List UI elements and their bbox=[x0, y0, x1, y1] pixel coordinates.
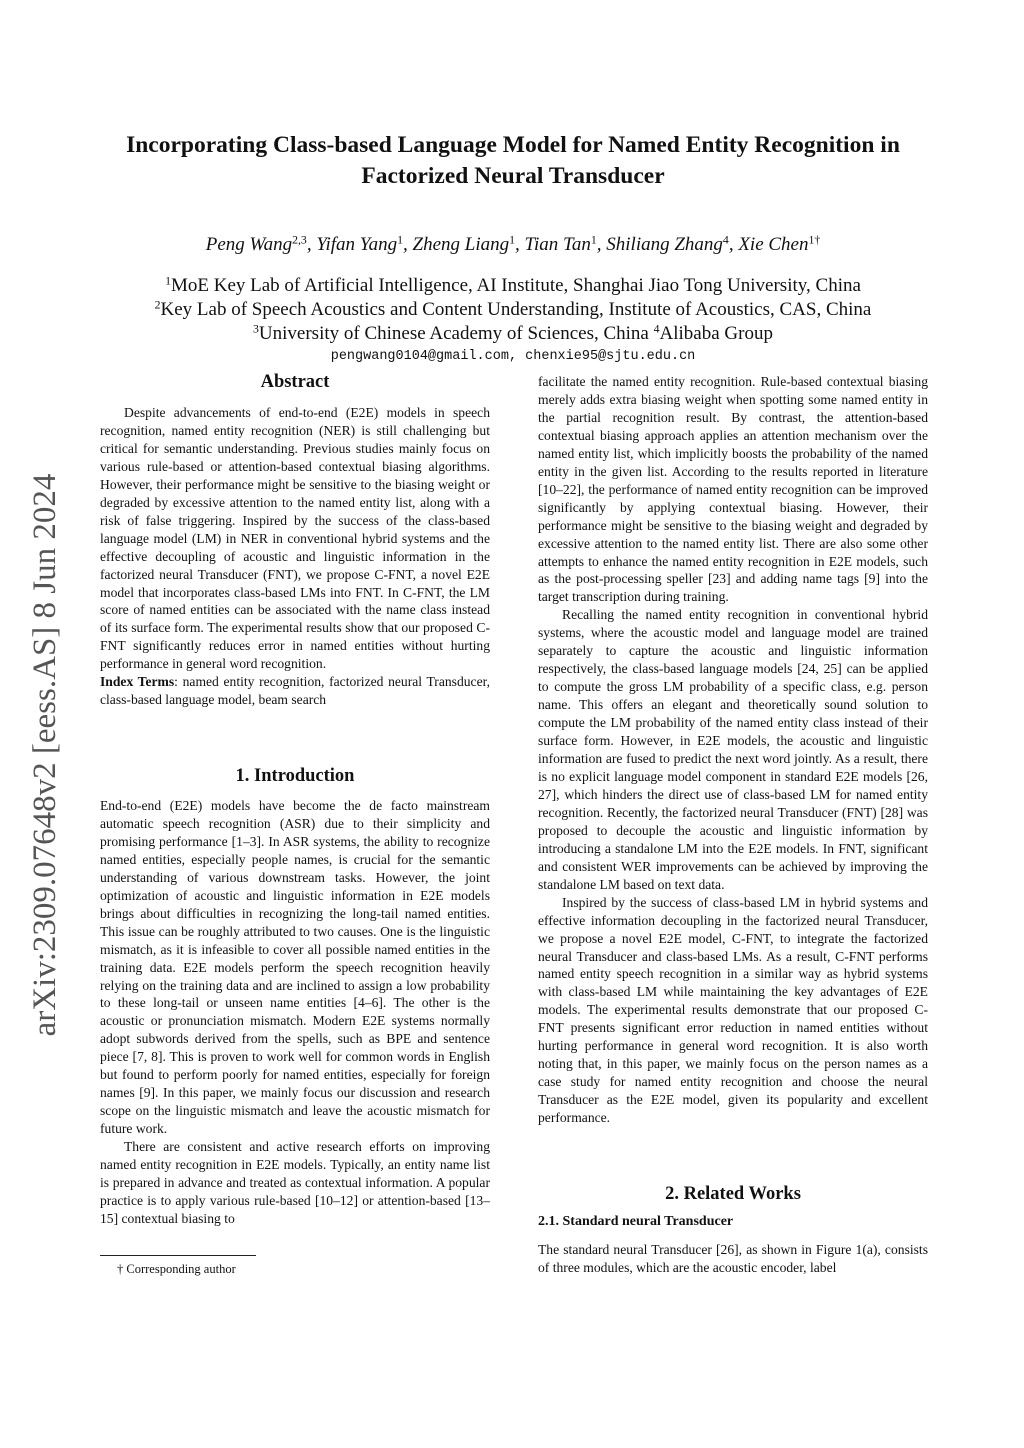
related-works-heading: 2. Related Works bbox=[665, 1184, 801, 1204]
index-terms: Index Terms: named entity recognition, factorized neural Transducer, class-based language model, beam search bbox=[100, 674, 490, 708]
intro-paragraph-5: Inspired by the success of class-based LM in hybrid systems and effective information decoupling in the factorized neural Transducer, we propose a novel E2E model, C-FNT, to integrate the factorized neural Transducer and class-based LMs. As a result, C-FNT performs named entity speech recognition in a similar way as hybrid systems with class-based LM while maintaining the key advantages of E2E models. The experimental results demonstrate that our proposed C-FNT presents significant error reduction in named entities without hurting performance in general word recognition. It is also worth noting that, in this paper, we mainly focus on the person names as a case study for named entity recognition and choose the neural Transducer as the E2E model, given its popularity and excellent performance. bbox=[538, 894, 928, 1126]
author: Peng Wang$^{2,3}$, bbox=[205, 233, 317, 255]
introduction-heading: 1. Introduction bbox=[235, 766, 355, 786]
affiliation-3-4: $^3$University of Chinese Academy of Sciences, China $^4$Alibaba Group bbox=[253, 322, 773, 344]
abstract-body bbox=[100, 404, 490, 709]
paper-title bbox=[100, 130, 926, 192]
title-line-2: Factorized Neural Transducer bbox=[361, 163, 665, 189]
author-list bbox=[100, 232, 926, 258]
introduction-body bbox=[100, 797, 490, 1228]
intro-paragraph-1: End-to-end (E2E) models have become the de facto mainstream automatic speech recognition (ASR) due to their simplicity and promising performance [1–3]. In ASR systems, the ability to recognize named entities, especially people names, is crucial for the semantic understanding of various downstream tasks. However, the joint optimization of acoustic and linguistic information in E2E models brings about difficulties in recognizing the long-tail named entities. This issue can be roughly attributed to two causes. One is the linguistic mismatch, as it is infeasible to cover all possible named entities in the training data. E2E models perform the speech recognition heavily relying on the training data and are inclined to assign a low probability to these long-tail or unseen name entities [4–6]. The other is the acoustic or pronunciation mismatch. Modern E2E systems normally adopt subwords derived from the spells, such as BPE and sentence piece [7, 8]. This is proven to work well for common words in English but found to perform poorly for named entities, especially for foreign names [9]. In this paper, we mainly focus our discussion and research scope on the linguistic mismatch and leave the acoustic mismatch for future work. bbox=[100, 798, 490, 1137]
author: Shiliang Zhang$^4$, bbox=[606, 233, 739, 255]
author: Yifan Yang$^1$, bbox=[316, 233, 413, 255]
related-paragraph-1: The standard neural Transducer [26], as shown in Figure 1(a), consists of three modules, which are the acoustic encoder, label bbox=[538, 1242, 928, 1275]
author-emails: pengwang0104@gmail.com, chenxie95@sjtu.edu.cn bbox=[330, 349, 696, 364]
footnote-rule bbox=[100, 1255, 256, 1256]
author: Zheng Liang$^1$, bbox=[412, 233, 525, 255]
affiliation-2: $^2$Key Lab of Speech Acoustics and Content Understanding, Institute of Acoustics, CAS, China bbox=[154, 298, 872, 320]
author: Tian Tan$^1$, bbox=[524, 233, 607, 255]
intro-paragraph-3: facilitate the named entity recognition. Rule-based contextual biasing merely adds extra biasing weight when spotting some named entity in the partial recognition result. By contrast, the attention-based contextual biasing approach applies an attention mechanism over the named entity list, which implicitly boosts the probability of the named entity in the given list. According to the results reported in literature [10–22], the performance of named entity recognition can be improved significantly by applying contextual biasing. However, their performance might be sensitive to the biasing weight and degraded by excessive attention to the named entity list. There are also some other attempts to enhance the named entity recognition in E2E models, such as the post-processing speller [23] and adding name tags [9] into the target transcription during training. bbox=[538, 374, 928, 605]
author: Xie Chen$^{1\dagger}$ bbox=[738, 233, 821, 255]
intro-paragraph-4: Recalling the named entity recognition in conventional hybrid systems, where the acoustic model and language model are trained separately to capture the acoustic and linguistic information respectively, the class-based language models [24, 25] can be applied to compute the gross LM probability of a specific class, e.g. person name. This offers an elegant and theoretically sound solution to compute the LM probability of the named entity class instead of their surface form. However, in E2E models, the acoustic and linguistic information are fused to predict the next word jointly. As a result, there is no explicit language model component in standard E2E models [26, 27], which hinders the direct use of class-based LM for named entity recognition. Recently, the factorized neural Transducer (FNT) [28] was proposed to decouple the acoustic and linguistic information by introducing a standalone LM into the E2E models. In FNT, significant and consistent WER improvements can be achieved by improving the standalone LM based on text data. bbox=[538, 607, 928, 892]
footnote: † Corresponding author bbox=[117, 1262, 236, 1276]
title-line-1: Incorporating Class-based Language Model for Named Entity Recognition in bbox=[126, 132, 900, 158]
intro-paragraph-2: There are consistent and active research efforts on improving named entity recognition in E2E models. Typically, an entity name list is prepared in advance and treated as contextual information. A popular practice is to apply various rule-based [10–12] or attention-based [13–15] contextual biasing to bbox=[100, 1139, 490, 1226]
subsection-heading: 2.1. Standard neural Transducer bbox=[538, 1214, 734, 1229]
affiliation-1: $^1$MoE Key Lab of Artificial Intelligence, AI Institute, Shanghai Jiao Tong University, China bbox=[165, 274, 861, 296]
abstract-text: Despite advancements of end-to-end (E2E) models in speech recognition, named entity recognition (NER) is still challenging but critical for semantic understanding. Previous studies mainly focus on various rule-based or attention-based contextual biasing algorithms. However, their performance might be sensitive to the biasing weight or degraded by excessive attention to the named entity list, along with a risk of false triggering. Inspired by the success of the class-based language model (LM) in NER in conventional hybrid systems and the effective decoupling of acoustic and linguistic information in the factorized neural Transducer (FNT), we propose C-FNT, a novel E2E model that incorporates class-based LMs into FNT. In C-FNT, the LM score of named entities can be associated with the name class instead of its surface form. The experimental results show that our proposed C-FNT significantly reduces error in named entities without hurting performance in general word recognition. bbox=[100, 405, 490, 672]
related-works-body bbox=[538, 1241, 928, 1277]
arxiv-identifier: arXiv:2309.07648v2 [eess.AS] 8 Jun 2024 bbox=[27, 473, 63, 1037]
abstract-heading: Abstract bbox=[260, 372, 330, 392]
right-column-body bbox=[538, 373, 928, 1127]
